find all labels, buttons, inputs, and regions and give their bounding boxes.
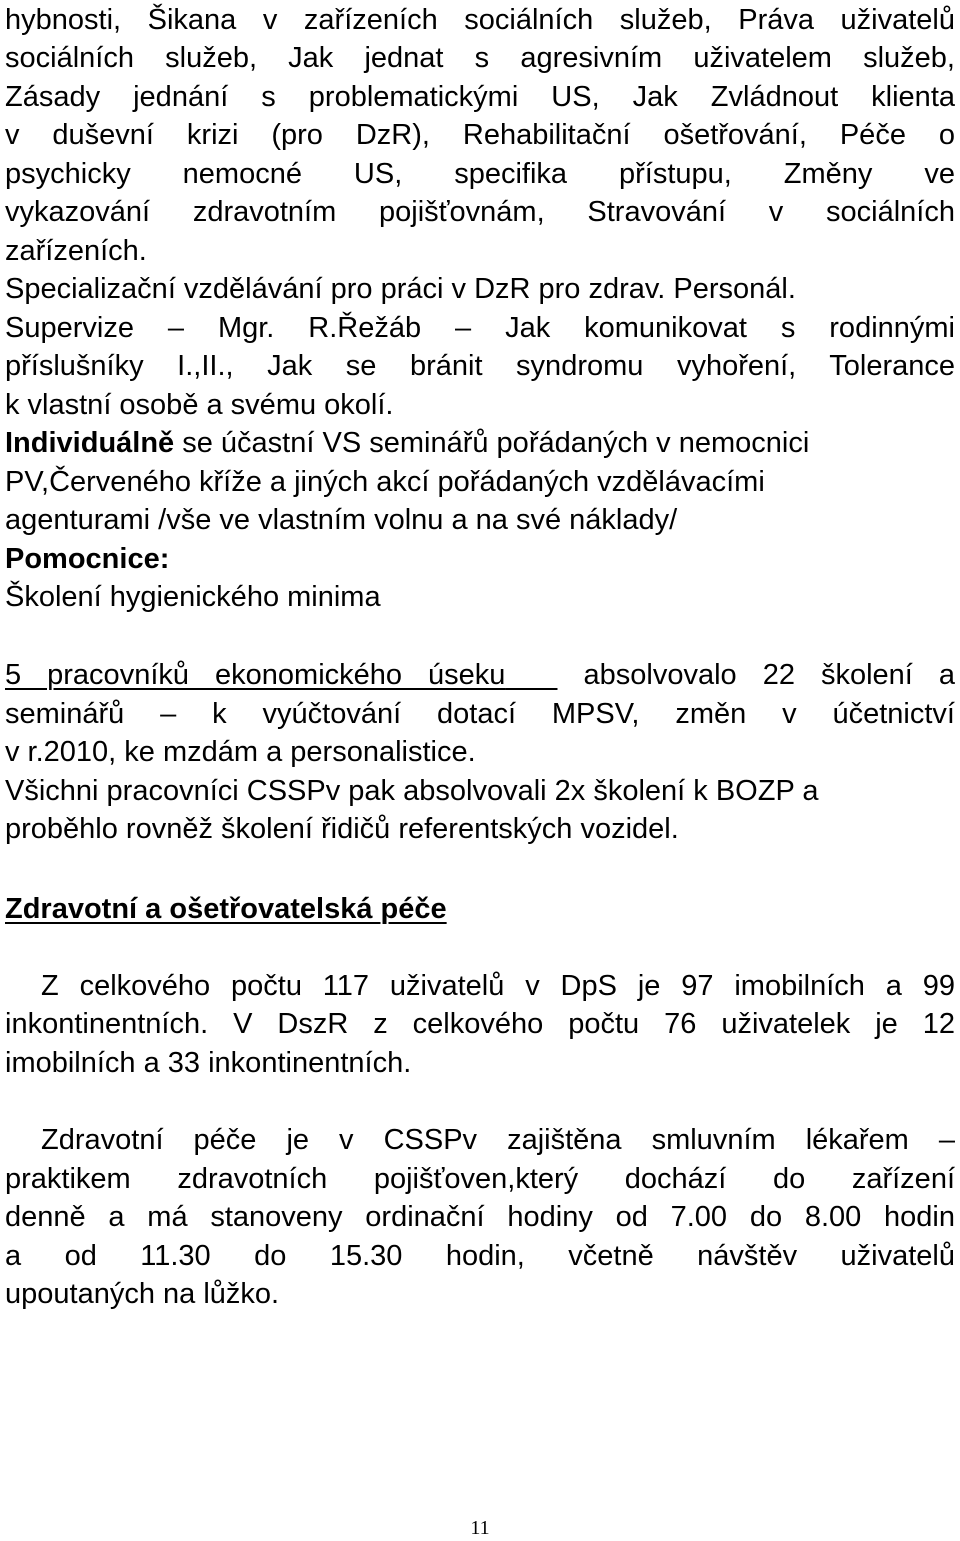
pomocnice-label: Pomocnice: [5, 543, 170, 575]
underlined-phrase: 5 pracovníků ekonomického úseku [5, 659, 506, 691]
paragraph-line: psychicky nemocné US, specifika přístupu, Změny ve [5, 158, 955, 190]
section-heading: Zdravotní a ošetřovatelská péče [5, 893, 447, 925]
paragraph-line: agenturami /vše ve vlastním volnu a na své náklady/ [5, 504, 678, 536]
paragraph-line: Z celkového počtu 117 uživatelů v DpS je 97 imobilních a 99 [41, 970, 955, 1002]
paragraph-line: k vlastní osobě a svému okolí. [5, 389, 394, 421]
paragraph-line: příslušníky I.,II., Jak se bránit syndromu vyhoření, Tolerance [5, 350, 955, 382]
paragraph-line: imobilních a 33 inkontinentních. [5, 1047, 412, 1079]
paragraph-line: denně a má stanoveny ordinační hodiny od 7.00 do 8.00 hodin [5, 1201, 955, 1233]
paragraph-line: PV,Červeného kříže a jiných akcí pořádaných vzdělávacími [5, 466, 765, 498]
paragraph-line: upoutaných na lůžko. [5, 1278, 280, 1310]
paragraph-line: Zdravotní péče je v CSSPv zajištěna smluvním lékařem – [41, 1124, 955, 1156]
line-text: se účastní VS seminářů pořádaných v nemocnici [174, 427, 810, 459]
paragraph-line: inkontinentních. V DszR z celkového počtu 76 uživatelek je 12 [5, 1008, 955, 1040]
paragraph-line: praktikem zdravotních pojišťoven,který dochází do zařízení [5, 1163, 955, 1195]
line-text: absolvovalo 22 školení a [583, 659, 955, 691]
paragraph-line: seminářů – k vyúčtování dotací MPSV, změn v účetnictví [5, 698, 955, 730]
paragraph-line: hybnosti, Šikana v zařízeních sociálních služeb, Práva uživatelů [5, 4, 955, 36]
paragraph-line: vykazování zdravotním pojišťovnám, Stravování v sociálních [5, 196, 955, 228]
paragraph-line: v duševní krizi (pro DzR), Rehabilitační ošetřování, Péče o [5, 119, 955, 151]
paragraph-line: a od 11.30 do 15.30 hodin, včetně návštěv uživatelů [5, 1240, 955, 1272]
paragraph-line [5, 423, 955, 463]
paragraph-line: Supervize – Mgr. R.Řežáb – Jak komunikovat s rodinnými [5, 312, 955, 344]
paragraph-line: Zásady jednání s problematickými US, Jak Zvládnout klienta [5, 81, 955, 113]
paragraph-line: zařízeních. [5, 235, 147, 267]
paragraph-line: v r.2010, ke mzdám a personalistice. [5, 736, 476, 768]
bold-lead-word: Individuálně [5, 427, 175, 459]
paragraph-line: Školení hygienického minima [5, 581, 381, 613]
paragraph-line: Specializační vzdělávání pro práci v DzR pro zdrav. Personál. [5, 273, 796, 305]
paragraph-line [5, 655, 955, 695]
paragraph-line: sociálních služeb, Jak jednat s agresivním uživatelem služeb, [5, 42, 955, 74]
page-number: 11 [470, 1517, 490, 1539]
paragraph-line: proběhlo rovněž školení řidičů referentských vozidel. [5, 813, 679, 845]
paragraph-line: Všichni pracovníci CSSPv pak absolvovali 2x školení k BOZP a [5, 775, 819, 807]
